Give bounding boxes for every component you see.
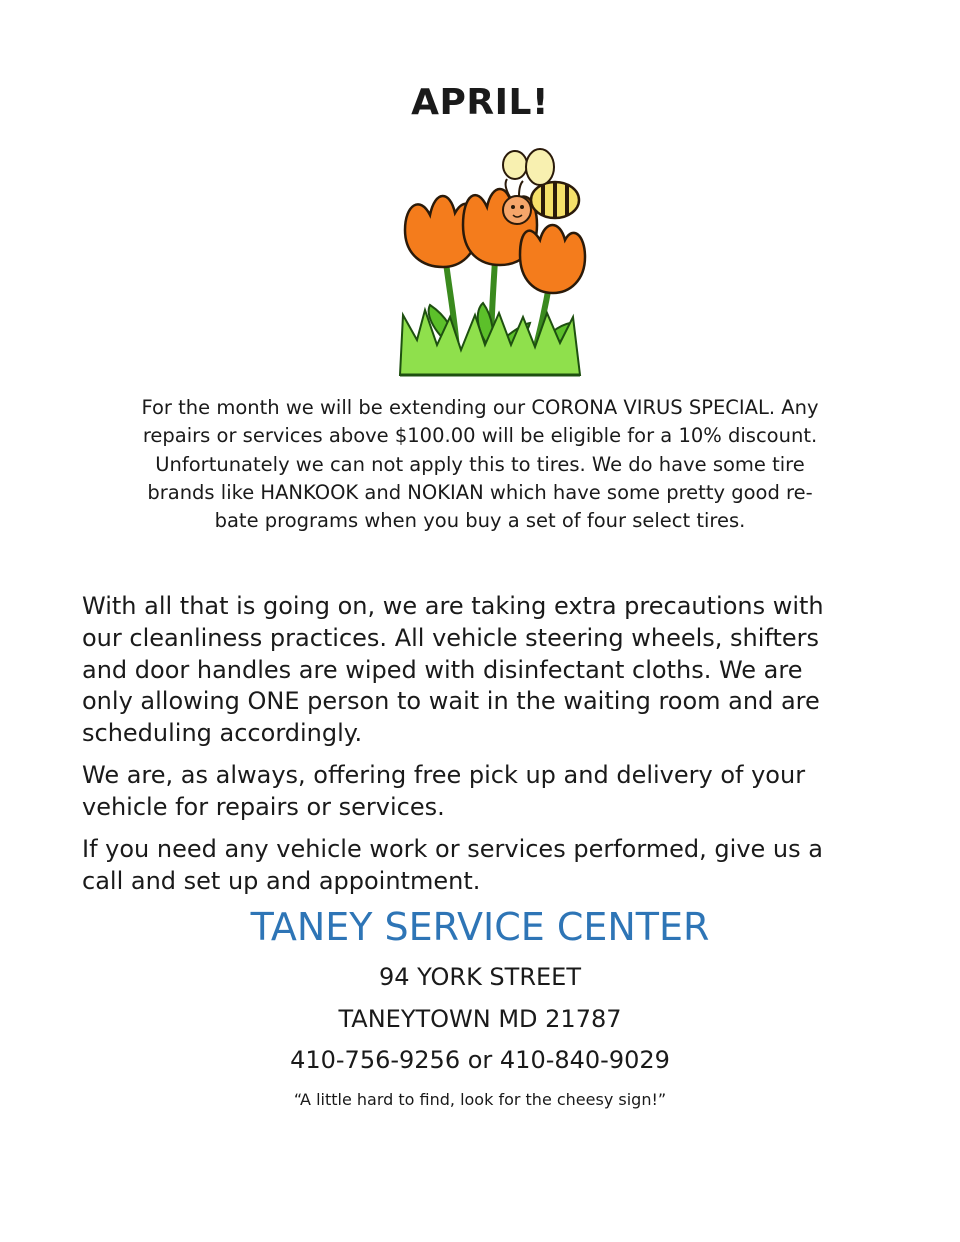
paragraph-line: We are, as always, offering free pick up and delivery of your [82, 761, 806, 789]
tulips-with-bee-icon [395, 145, 595, 380]
paragraph-line: and door handles are wiped with disinfectant cloths. We are [82, 655, 803, 684]
intro-paragraph [78, 394, 882, 535]
paragraph-line: only allowing ONE person to wait in the waiting room and are [82, 687, 820, 716]
call-to-action-paragraph [82, 834, 882, 898]
business-name: TANEY SERVICE CENTER [250, 905, 710, 949]
paragraph-line: scheduling accordingly. [82, 719, 363, 748]
page-title: APRIL! [411, 82, 549, 123]
paragraph-line: vehicle for repairs or services. [82, 792, 445, 821]
address-city: TANEYTOWN MD 21787 [338, 1005, 622, 1033]
intro-line: brands like HANKOOK and NOKIAN which have some pretty good re- [147, 480, 813, 504]
intro-line: Unfortunately we can not apply this to tires. We do have some tire [155, 452, 805, 476]
intro-line: repairs or services above $100.00 will be eligible for a 10% discount. [142, 424, 818, 448]
intro-line: bate programs when you buy a set of four select tires. [214, 509, 746, 533]
precautions-paragraph [82, 591, 882, 750]
pickup-delivery-paragraph [82, 760, 882, 824]
paragraph-line: our cleanliness practices. All vehicle steering wheels, shifters [82, 623, 819, 652]
paragraph-line: If you need any vehicle work or services performed, give us a [82, 835, 823, 863]
intro-line: For the month we will be extending our CORONA VIRUS SPECIAL. Any [141, 396, 819, 419]
phone-numbers: 410-756-9256 or 410-840-9029 [290, 1046, 670, 1074]
address-street: 94 YORK STREET [378, 963, 581, 991]
tagline: “A little hard to find, look for the cheesy sign!” [293, 1090, 667, 1109]
paragraph-line: With all that is going on, we are taking extra precautions with [82, 592, 824, 620]
paragraph-line: call and set up and appointment. [82, 866, 481, 895]
